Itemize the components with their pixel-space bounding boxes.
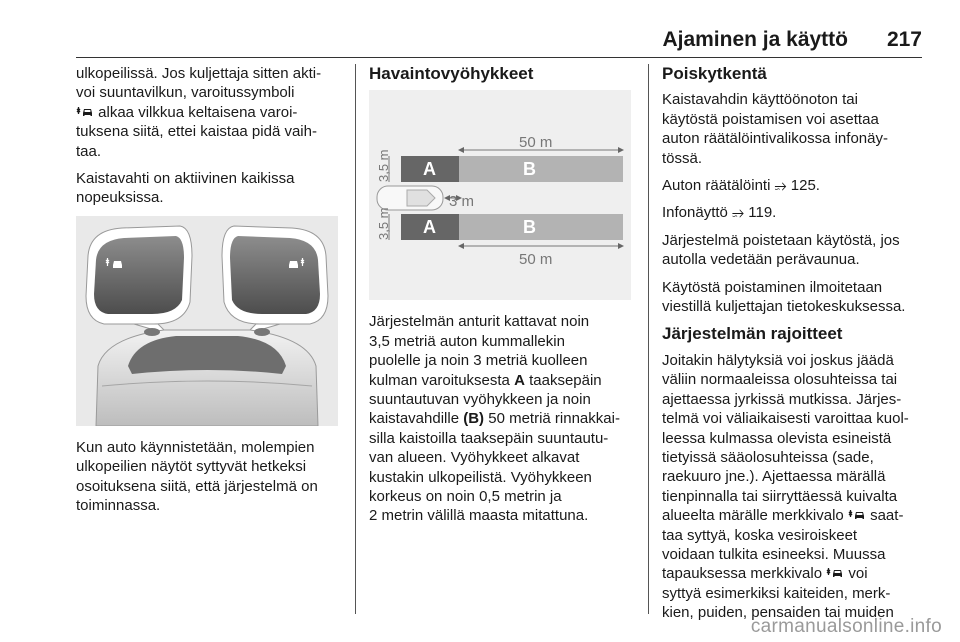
column-3 <box>662 64 924 631</box>
paragraph: Käytöstä poistaminen ilmoitetaan viestillä kuljettajan tietokeskuksessa. <box>662 278 906 316</box>
page-ref-arrow-icon: ⭌ <box>732 204 745 222</box>
mirrors-drawing <box>76 216 338 426</box>
column-divider-2 <box>648 64 649 614</box>
paragraph: Joitakin hälytyksiä voi joskus jäädä väliin normaaleissa olosuhteissa tai ajettaessa jyrkissä mutkissa. Järjes- telmä voi väliaikaisesti varoittaa kuol- leessa kulmassa olevista esineistä tietyissä sääolosuhteissa (sade, raekuuro jne.). Ajettaessa märällä tienpinnalla tai siirryttäessä kuivalta alueelta märälle merkkivalo saat- taa syttyä, koska vesiroiskeet voidaan tulkita esineeksi. Muussa tapauksessa merkkivalo voi syttyä esimerkiksi kaiteiden, merk- kien, puiden, pensaiden tai muiden <box>662 351 909 622</box>
page-ref-arrow-icon: ⭌ <box>774 177 787 195</box>
rear-distance-label: 3 m <box>449 193 475 211</box>
zone-b-label: B <box>523 159 536 180</box>
page-header <box>0 28 960 58</box>
blind-spot-car-icon <box>826 567 844 579</box>
blind-spot-car-icon <box>848 509 866 521</box>
paragraph: Järjestelmän anturit kattavat noin 3,5 metriä auton kummallekin puolelle ja noin 3 metriä kuolleen kulman varoituksesta A taaksepäin suuntautuvan vyöhykkeen ja noin kaistavahdille (B) 50 metriä rinnakkai- silla kaistoilla taaksepäin suuntautu- van alueen. Vyöhykkeet alkavat kustakin ulkopeilistä. Vyöhykkeen korkeus on noin 0,5 metrin ja 2 metrin välillä maasta mitattuna. <box>369 313 620 525</box>
paragraph: Kaistavahdin käyttöönoton tai käytöstä poistamisen voi asettaa auton räätälöintivalikossa infonäy- tössä. <box>662 91 888 167</box>
zones-drawing <box>369 90 631 300</box>
zone-a-label: A <box>423 217 436 238</box>
column-1 <box>76 64 344 523</box>
zone-a-label: A <box>423 159 436 180</box>
header-rule <box>76 57 922 58</box>
paragraph: Kaistavahti on aktiivinen kaikissa nopeuksissa. <box>76 170 295 207</box>
section-heading: Poiskytkentä <box>662 64 767 83</box>
paragraph: ulkopeilissä. Jos kuljettaja sitten akti- voi suuntavilkun, varoitussymboli alkaa vilkkua keltaisena varoi- tuksena siitä, ettei kaistaa pidä vaih- taa. <box>76 65 322 160</box>
distance-label: 50 m <box>519 134 553 152</box>
cross-reference[interactable]: Auton räätälöinti ⭌ 125. <box>662 177 820 195</box>
width-label: 3,5 m <box>376 149 391 183</box>
paragraph: Järjestelmä poistetaan käytöstä, jos autolla vedetään perävaunua. <box>662 231 900 269</box>
page-number: 217 <box>886 28 922 51</box>
watermark: carmanualsonline.info <box>750 616 942 637</box>
column-2 <box>369 64 635 534</box>
running-title: Ajaminen ja käyttö <box>662 28 848 51</box>
width-label: 3,5 m <box>376 207 391 241</box>
column-divider-1 <box>355 64 356 614</box>
blind-spot-car-icon <box>76 106 94 118</box>
section-heading: Havaintovyöhykkeet <box>369 64 534 83</box>
section-heading: Järjestelmän rajoitteet <box>662 324 843 344</box>
detection-zones-diagram <box>369 90 631 300</box>
mirrors-illustration <box>76 216 338 426</box>
cross-reference[interactable]: Infonäyttö ⭌ 119. <box>662 204 777 222</box>
zone-b-label: B <box>523 217 536 238</box>
distance-label: 50 m <box>519 251 553 269</box>
paragraph: Kun auto käynnistetään, molempien ulkopeilien näytöt syttyvät hetkeksi osoituksena siitä, että järjestelmä on toiminnassa. <box>76 438 318 515</box>
